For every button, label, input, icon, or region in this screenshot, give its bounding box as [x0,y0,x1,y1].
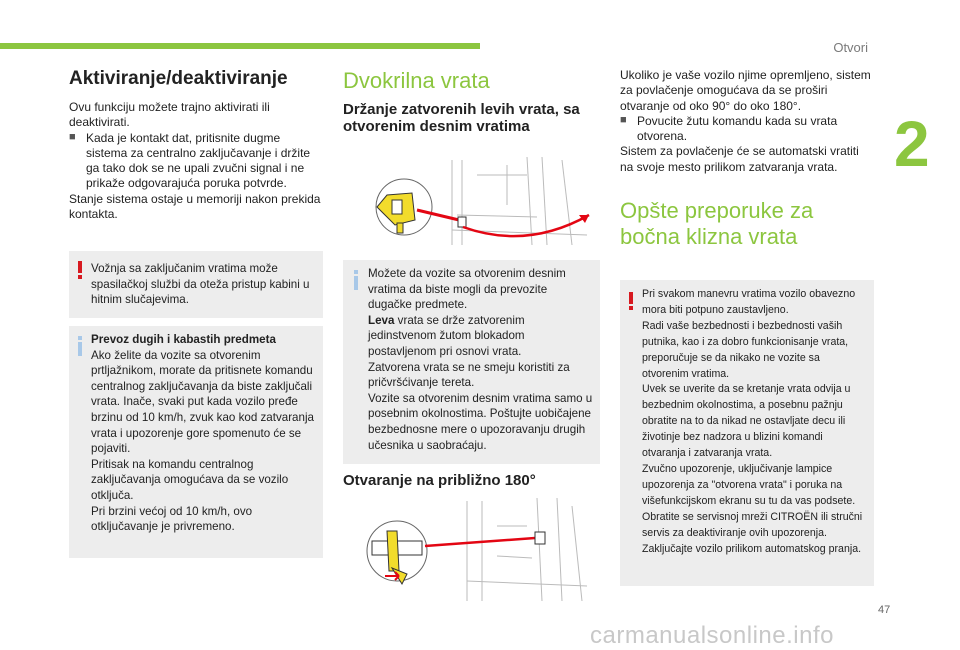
subsection-180 [343,472,600,489]
warning-paragraph: Uvek se uverite da se kretanje vrata odvija u bezbednim okolnostima, a posebnu pažnju obratite na to da nikad ne ostavljate decu ili životinje bez nadzora u blizini komandi otvaranja i zatvaranja vrata. [642,383,851,460]
warning-text: Vožnja sa zaključanim vratima može spasilačkoj službi da oteža pristup kabini u hitnim slučajevima. [91,262,310,307]
bullet-icon: ■ [620,113,627,126]
column-middle [343,68,600,135]
info-paragraph: Možete da vozite sa otvorenim desnim vratima da biste mogli da prevozite dugačke predmete. [368,267,566,312]
warning-box [620,280,874,586]
paragraph: Sistem za povlačenje će se automatski vratiti na svoje mesto prilikom zatvaranja vrata. [620,144,859,174]
info-paragraph: Pri brzini većoj od 10 km/h, ovo otključavanje je privremeno. [91,504,253,534]
warning-paragraph: Radi vaše bezbednosti i bezbednosti vaših putnika, kao i za dobro funkcionisanje vrata, preporučuje se da nikako ne vozite sa otvorenim vratima. [642,319,849,380]
warning-paragraph: Zaključajte vozilo prilikom automatskog pranja. [642,542,862,555]
bullet-icon: ■ [69,130,76,143]
bullet-text: Kada je kontakt dat, pritisnite dugme sistema za centralno zaključavanje i držite ga tako dok se ne upali zvučni signal i ne prikaže odgovarajuća poruka potvrde. [86,130,311,191]
door-retract-illustration [357,496,597,604]
bullet-text: Povucite žutu komandu kada su vrata otvorena. [637,113,838,144]
column-right [620,68,874,175]
warning-paragraph: Zvučno upozorenje, uključivanje lampice upozorenja za "otvorena vrata" i poruka na višefunkcijskom ekranu su tu da vas podsete. [642,462,856,507]
paragraph: Ovu funkciju možete trajno aktivirati ili deaktivirati. [69,100,270,130]
subsection-title-hold-closed: Držanje zatvorenih levih vrata, sa otvorenim desnim vratima [343,101,580,135]
section-sliding-doors [620,198,874,250]
info-box [69,326,323,558]
section-name: Otvori [833,40,868,55]
info-text: vrata se drže zatvorenim jedinstvenom žutom blokadom postavljenom pri osnovi vrata. [368,313,525,358]
warning-icon [78,259,82,279]
info-title: Prevoz dugih i kabastih predmeta [91,333,276,346]
section-title-sliding-doors: Opšte preporuke za bočna klizna vrata [620,198,814,249]
watermark: carmanualsonline.info [590,622,834,649]
info-icon [78,336,82,356]
paragraph: Ukoliko je vaše vozilo njime opremljeno, sistem za povlačenje omogućava da se proširi otvaranje od oko 90° do oko 180°. [620,68,871,113]
paragraph: Stanje sistema ostaje u memoriji nakon prekida kontakta. [69,191,321,222]
info-paragraph: Pritisak na komandu centralnog zaključavanja omogućava da se vozilo otključa. [91,457,289,502]
section-title-activation: Aktiviranje/deaktiviranje [69,68,288,89]
warning-icon [629,290,633,310]
warning-paragraph: Obratite se servisnoj mreži CITROËN ili stručni servis za deaktiviranje ovih upozorenja. [642,510,863,539]
warning-paragraph: Pri svakom manevru vratima vozilo obavezno mora biti potpuno zaustavljeno. [642,288,856,316]
info-paragraph [368,313,594,360]
info-bold-word: Leva [368,313,395,327]
info-paragraph: Vozite sa otvorenim desnim vratima samo u posebnim okolnostima. Poštujte uobičajene bezbednosne mere o upozoravanju drugih učesnika u saobraćaju. [368,391,593,452]
info-paragraph: Zatvorena vrata se ne smeju koristiti za pričvršćivanje tereta. [368,360,570,390]
info-paragraph: Ako želite da vozite sa otvorenim prtljažnikom, morate da pritisnete komandu centralnog zaključavanja da biste zaključali vrata. Inače, svaki put kada vozilo pređe brzinu od 10 km/h, zvuk kao kod zatvaranja vrata i upozorenje gore spomenuto će se pojaviti. [91,348,314,456]
chapter-number: 2 [894,108,930,180]
door-lock-illustration [357,155,597,247]
bullet-item [69,131,323,192]
info-icon [354,270,358,290]
column-left [69,68,323,222]
warning-box [69,251,323,318]
page-number: 47 [878,604,891,616]
bullet-item [620,114,874,145]
info-box [343,260,600,464]
subsection-title-open-180: Otvaranje na približno 180° [343,472,536,489]
section-title-double-doors: Dvokrilna vrata [343,68,490,93]
header-accent-bar [0,43,480,49]
